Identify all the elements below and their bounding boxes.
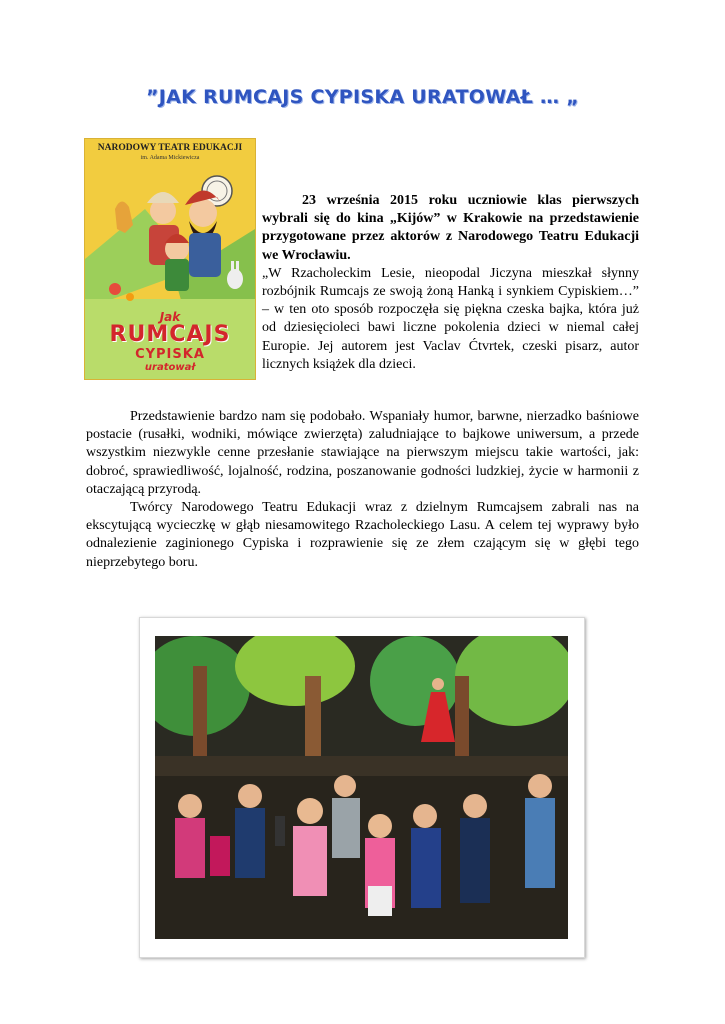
poster-title-line3: CYPISKA (135, 347, 205, 362)
theater-photo (155, 636, 568, 939)
intro-section (86, 192, 639, 377)
poster-header: NARODOWY TEATR EDUKACJI (97, 143, 243, 153)
poster-title-line1: Jak (159, 310, 181, 324)
paragraph-1: Przedstawienie bardzo nam się podobało. Wspaniały humor, barwne, nierzadko baśniowe postacie (rusałki, wodniki, mówiące zwierzęta) zaludniające to bajkowe uniwersum, a przede wszystkim niezwykle cenne przesłanie stawiające na pierwszym miejscu takie wartości, jak: dobroć, sprawiedliwość, lojalność, rodzina, poszanowanie godności ludzkiej, życie w harmonii z otaczającą przyrodą. (86, 409, 639, 497)
poster-title-line2: RUMCAJS (109, 322, 231, 347)
page-title: ”JAK RUMCAJS CYPISKA URATOWAŁ … „ (145, 86, 580, 108)
poster-spacer (86, 192, 262, 377)
theater-photo-illustration (155, 636, 568, 939)
intro-quote-paragraph: „W Rzacholeckim Lesie, nieopodal Jiczyna mieszkał słynny rozbójnik Rumcajs ze swoją żoną Hanką i synkiem Cypiskiem…” – w ten oto sposób rozpoczęła się piękna czeska bajka, która już od dziesięcioleci bawi liczne pokolenia dzieci w niemal całej Europie. Jej autorem jest Vaclav Ćtvrtek, czeski pisarz, autor licznych książek dla dzieci. (262, 265, 639, 372)
poster-subheader: im. Adama Mickiewicza (140, 155, 200, 161)
poster-title-line4: uratował (144, 362, 196, 373)
paragraph-2: Twórcy Narodowego Teatru Edukacji wraz z dzielnym Rumcajsem zabrali nas na ekscytującą wycieczkę w głąb niesamowitego Rzacholeckiego Lasu. A celem tej wyprawy było odnalezienie zaginionego Cypiska i rozprawienie się ze złem czającym się w głębi tego nieprzebytego boru. (86, 500, 639, 570)
body-section (86, 408, 639, 572)
intro-bold-paragraph: 23 września 2015 roku uczniowie klas pierwszych wybrali się do kina „Kijów” w Krakowie na przedstawienie przygotowane przez aktorów z Narodowego Teatru Edukacji we Wrocławiu. (262, 193, 639, 263)
photo-frame (139, 617, 585, 958)
